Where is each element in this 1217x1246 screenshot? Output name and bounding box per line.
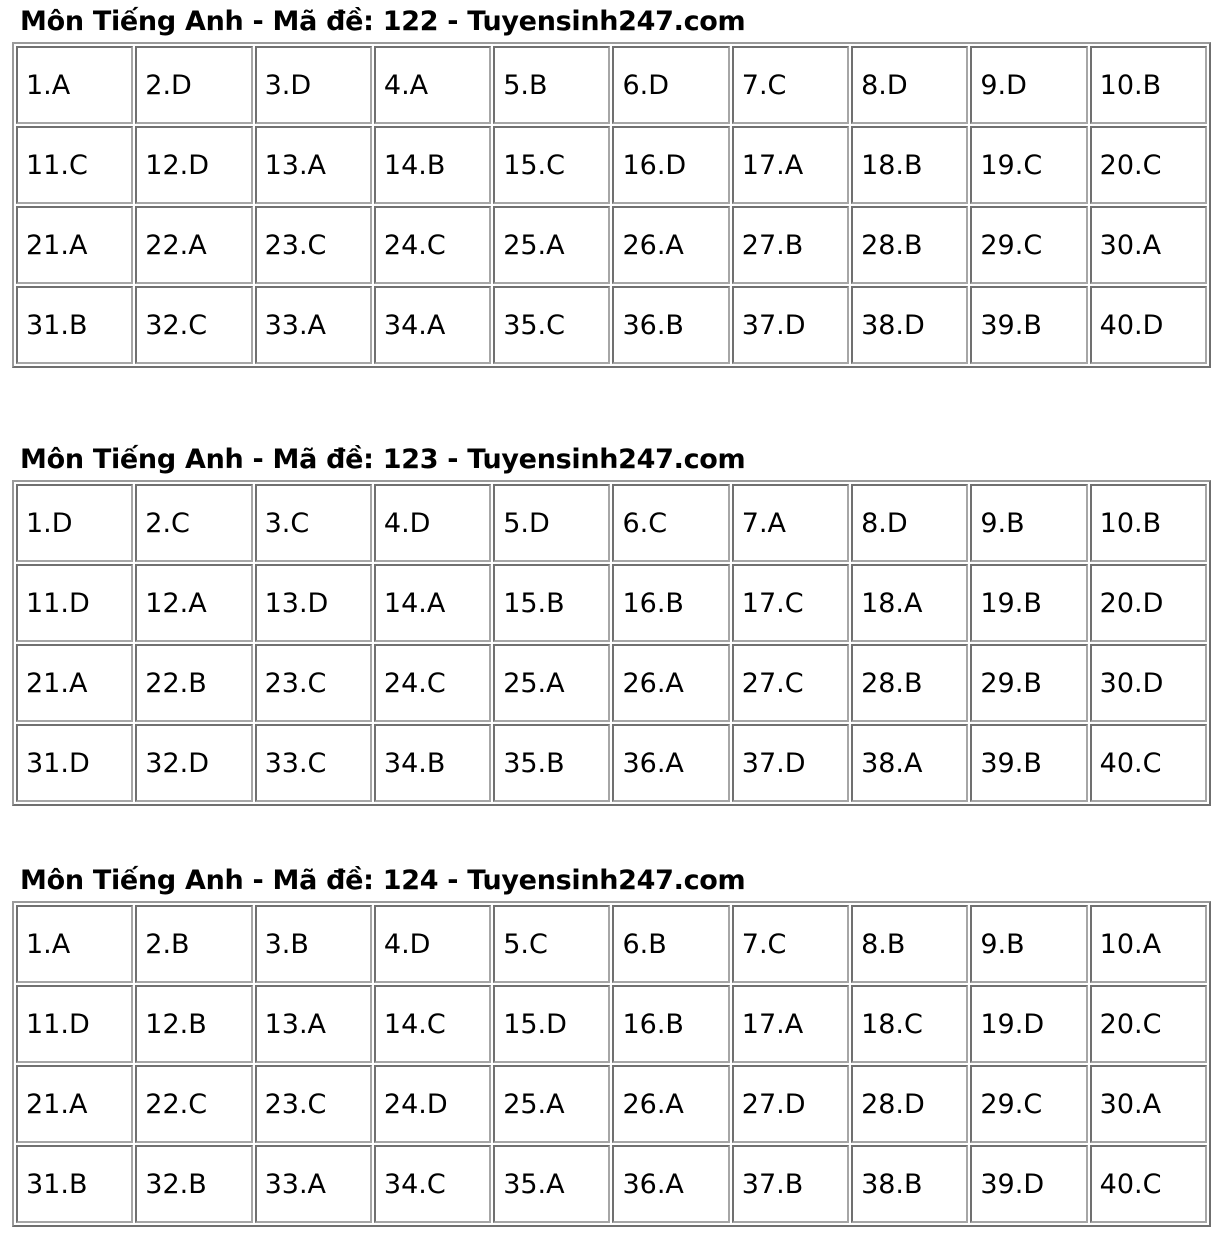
answer-cell: 33.A [255, 1145, 372, 1223]
table-row [16, 46, 1207, 124]
answer-cell: 9.D [970, 46, 1087, 124]
answer-cell: 4.D [374, 905, 491, 983]
answer-cell: 20.C [1090, 126, 1207, 204]
answer-cell: 40.D [1090, 286, 1207, 364]
answer-cell: 38.D [851, 286, 968, 364]
answer-cell: 10.B [1090, 46, 1207, 124]
answer-cell: 3.C [255, 484, 372, 562]
table-row [16, 1065, 1207, 1143]
answer-cell: 8.B [851, 905, 968, 983]
answer-cell: 20.D [1090, 564, 1207, 642]
answer-cell: 6.D [612, 46, 729, 124]
answer-cell: 31.B [16, 286, 133, 364]
answer-cell: 32.B [135, 1145, 252, 1223]
answer-cell: 19.C [970, 126, 1087, 204]
answer-cell: 6.C [612, 484, 729, 562]
answer-cell: 23.C [255, 1065, 372, 1143]
answer-cell: 18.C [851, 985, 968, 1063]
answer-cell: 29.C [970, 1065, 1087, 1143]
table-row [16, 1145, 1207, 1223]
answer-cell: 10.A [1090, 905, 1207, 983]
answer-cell: 3.D [255, 46, 372, 124]
answer-cell: 21.A [16, 206, 133, 284]
answer-cell: 39.B [970, 286, 1087, 364]
answer-cell: 18.A [851, 564, 968, 642]
answer-table [12, 901, 1211, 1227]
answer-cell: 36.B [612, 286, 729, 364]
answer-cell: 1.A [16, 905, 133, 983]
answer-cell: 12.B [135, 985, 252, 1063]
answer-cell: 8.D [851, 484, 968, 562]
answer-cell: 24.C [374, 644, 491, 722]
answer-cell: 2.D [135, 46, 252, 124]
table-row [16, 564, 1207, 642]
answer-cell: 14.B [374, 126, 491, 204]
answer-cell: 32.D [135, 724, 252, 802]
answer-cell: 6.B [612, 905, 729, 983]
answer-cell: 29.B [970, 644, 1087, 722]
answer-cell: 1.A [16, 46, 133, 124]
answer-cell: 28.B [851, 644, 968, 722]
answer-cell: 15.B [493, 564, 610, 642]
answer-cell: 11.D [16, 564, 133, 642]
answer-table [12, 42, 1211, 368]
answer-cell: 36.A [612, 724, 729, 802]
answer-cell: 25.A [493, 206, 610, 284]
answer-cell: 22.A [135, 206, 252, 284]
answer-cell: 18.B [851, 126, 968, 204]
answer-cell: 9.B [970, 484, 1087, 562]
answer-cell: 30.A [1090, 1065, 1207, 1143]
answer-cell: 34.B [374, 724, 491, 802]
answer-cell: 12.A [135, 564, 252, 642]
answer-cell: 37.D [732, 724, 849, 802]
answer-cell: 24.D [374, 1065, 491, 1143]
answer-cell: 11.C [16, 126, 133, 204]
answer-cell: 9.B [970, 905, 1087, 983]
answer-cell: 13.D [255, 564, 372, 642]
answer-cell: 2.B [135, 905, 252, 983]
answer-cell: 12.D [135, 126, 252, 204]
answer-cell: 33.C [255, 724, 372, 802]
table-row [16, 286, 1207, 364]
answer-cell: 21.A [16, 644, 133, 722]
answer-cell: 37.B [732, 1145, 849, 1223]
answer-cell: 7.C [732, 905, 849, 983]
answer-cell: 11.D [16, 985, 133, 1063]
answer-cell: 16.B [612, 564, 729, 642]
answer-cell: 26.A [612, 644, 729, 722]
answer-cell: 26.A [612, 1065, 729, 1143]
answer-cell: 10.B [1090, 484, 1207, 562]
answer-cell: 4.A [374, 46, 491, 124]
table-row [16, 985, 1207, 1063]
answer-cell: 24.C [374, 206, 491, 284]
answer-cell: 34.A [374, 286, 491, 364]
answer-cell: 5.B [493, 46, 610, 124]
answer-cell: 34.C [374, 1145, 491, 1223]
answer-cell: 23.C [255, 644, 372, 722]
answer-cell: 27.D [732, 1065, 849, 1143]
answer-cell: 17.A [732, 985, 849, 1063]
answer-cell: 32.C [135, 286, 252, 364]
table-row [16, 126, 1207, 204]
table-row [16, 206, 1207, 284]
answer-cell: 22.C [135, 1065, 252, 1143]
answer-cell: 21.A [16, 1065, 133, 1143]
answer-cell: 23.C [255, 206, 372, 284]
answer-cell: 39.B [970, 724, 1087, 802]
answer-cell: 7.A [732, 484, 849, 562]
answer-cell: 16.D [612, 126, 729, 204]
section-title: Môn Tiếng Anh - Mã đề: 123 - Tuyensinh247.com [20, 444, 746, 475]
answer-cell: 2.C [135, 484, 252, 562]
answer-cell: 13.A [255, 985, 372, 1063]
answer-cell: 15.C [493, 126, 610, 204]
answer-cell: 35.A [493, 1145, 610, 1223]
answer-cell: 39.D [970, 1145, 1087, 1223]
answer-cell: 30.A [1090, 206, 1207, 284]
answer-cell: 33.A [255, 286, 372, 364]
answer-cell: 13.A [255, 126, 372, 204]
answer-table [12, 480, 1211, 806]
answer-cell: 14.C [374, 985, 491, 1063]
answer-cell: 31.B [16, 1145, 133, 1223]
answer-cell: 4.D [374, 484, 491, 562]
answer-cell: 17.C [732, 564, 849, 642]
answer-cell: 35.B [493, 724, 610, 802]
table-row [16, 905, 1207, 983]
answer-cell: 5.C [493, 905, 610, 983]
answer-cell: 3.B [255, 905, 372, 983]
answer-cell: 1.D [16, 484, 133, 562]
answer-cell: 28.B [851, 206, 968, 284]
answer-cell: 37.D [732, 286, 849, 364]
answer-cell: 25.A [493, 644, 610, 722]
table-row [16, 484, 1207, 562]
answer-cell: 40.C [1090, 724, 1207, 802]
answer-cell: 25.A [493, 1065, 610, 1143]
answer-cell: 30.D [1090, 644, 1207, 722]
answer-cell: 29.C [970, 206, 1087, 284]
answer-cell: 28.D [851, 1065, 968, 1143]
answer-cell: 31.D [16, 724, 133, 802]
section-title: Môn Tiếng Anh - Mã đề: 122 - Tuyensinh247.com [20, 6, 746, 37]
answer-cell: 38.B [851, 1145, 968, 1223]
table-row [16, 724, 1207, 802]
answer-cell: 20.C [1090, 985, 1207, 1063]
answer-cell: 14.A [374, 564, 491, 642]
answer-cell: 7.C [732, 46, 849, 124]
answer-cell: 38.A [851, 724, 968, 802]
answer-cell: 22.B [135, 644, 252, 722]
answer-cell: 36.A [612, 1145, 729, 1223]
answer-cell: 35.C [493, 286, 610, 364]
section-title: Môn Tiếng Anh - Mã đề: 124 - Tuyensinh247.com [20, 865, 746, 896]
answer-cell: 40.C [1090, 1145, 1207, 1223]
answer-cell: 8.D [851, 46, 968, 124]
answer-cell: 5.D [493, 484, 610, 562]
answer-cell: 15.D [493, 985, 610, 1063]
answer-cell: 19.B [970, 564, 1087, 642]
answer-cell: 17.A [732, 126, 849, 204]
answer-cell: 27.B [732, 206, 849, 284]
table-row [16, 644, 1207, 722]
answer-cell: 19.D [970, 985, 1087, 1063]
answer-cell: 26.A [612, 206, 729, 284]
answer-cell: 16.B [612, 985, 729, 1063]
answer-cell: 27.C [732, 644, 849, 722]
